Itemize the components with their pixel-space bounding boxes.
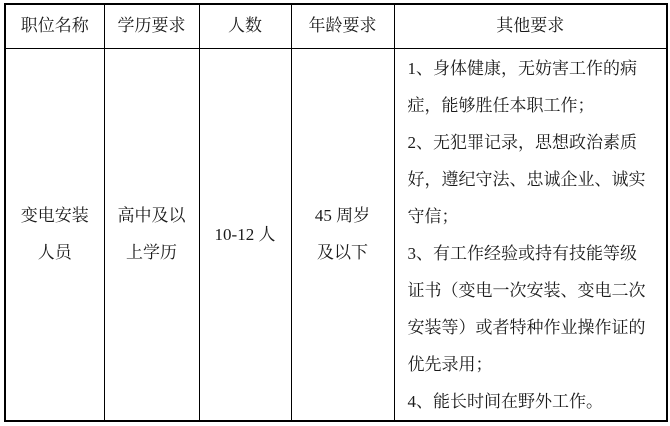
table-row <box>5 48 667 421</box>
requirement-item-2: 2、无犯罪记录，思想政治素质好，遵纪守法、忠诚企业、诚实守信； <box>407 132 646 226</box>
cell-position-title: 变电安装人员 <box>5 48 104 421</box>
header-position-title: 职位名称 <box>5 4 104 48</box>
cell-education-requirement: 高中及以上学历 <box>104 48 199 421</box>
requirement-item-3: 3、有工作经验或持有技能等级证书（变电一次安装、变电二次安装等）或者特种作业操作证的优先录用； <box>407 243 646 374</box>
header-row <box>5 4 667 48</box>
requirement-item-1: 1、身体健康，无妨害工作的病症，能够胜任本职工作； <box>407 58 637 115</box>
requirement-item-4: 4、能长时间在野外工作。 <box>407 391 603 411</box>
cell-age-requirement: 45 周岁及以下 <box>291 48 394 421</box>
header-headcount: 人数 <box>199 4 291 48</box>
cell-other-requirements <box>394 48 667 421</box>
header-other-requirements: 其他要求 <box>394 4 667 48</box>
header-age-requirement: 年龄要求 <box>291 4 394 48</box>
cell-headcount: 10-12 人 <box>199 48 291 421</box>
header-education-requirement: 学历要求 <box>104 4 199 48</box>
recruitment-table <box>4 3 668 422</box>
